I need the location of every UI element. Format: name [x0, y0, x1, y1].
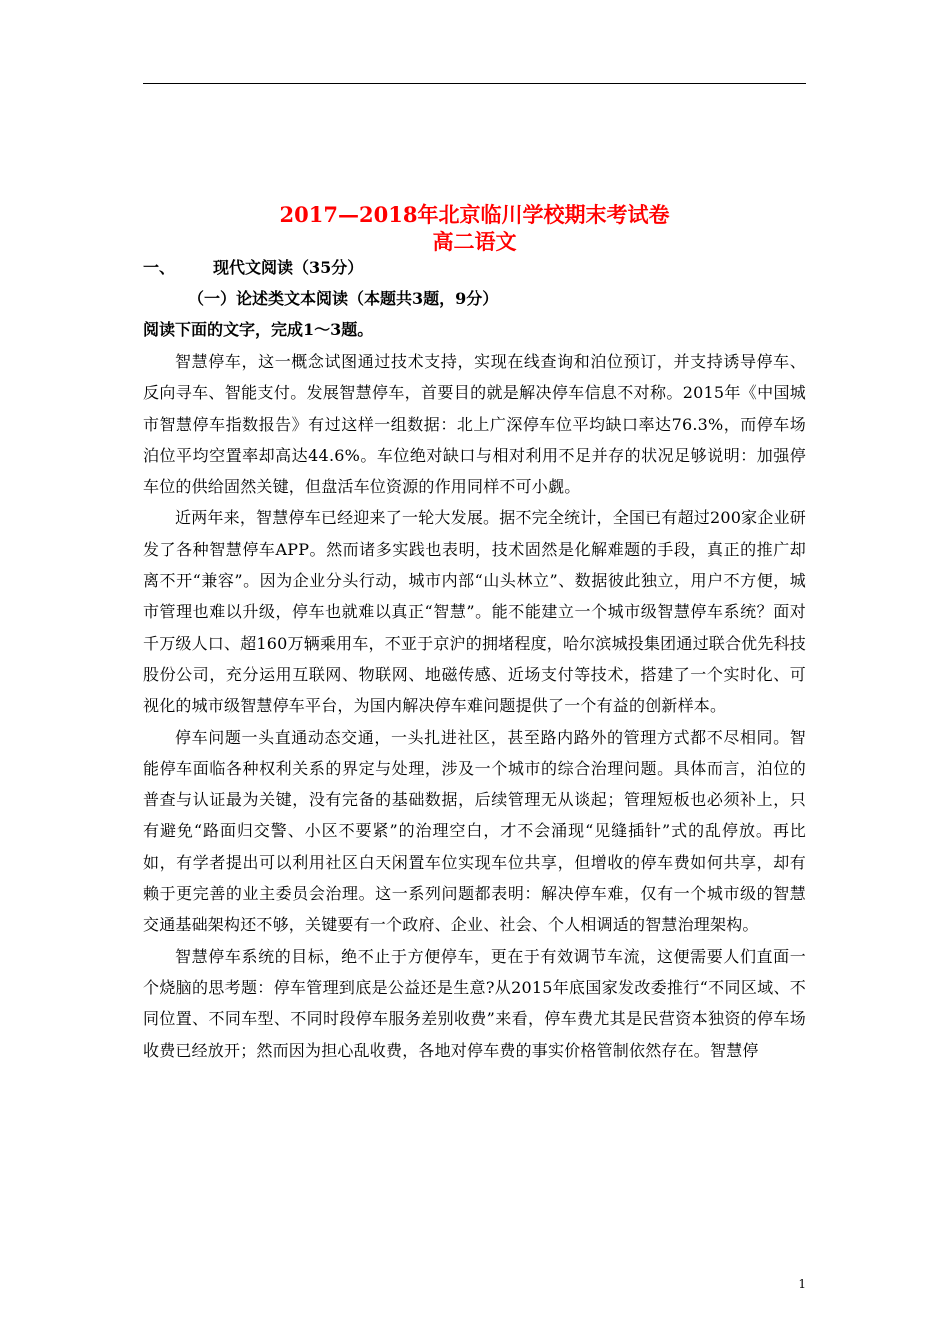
section-title: 现代文阅读（35分） — [213, 258, 364, 277]
section-heading — [143, 255, 363, 278]
header-rule — [143, 83, 806, 84]
subsection-heading: （一）论述类文本阅读（本题共3题，9分） — [188, 289, 499, 308]
page-number: 1 — [798, 1277, 806, 1291]
paragraph-1: 智慧停车，这一概念试图通过技术支持，实现在线查询和泊位预订，并支持诱导停车、反向寻车、智能支付。发展智慧停车，首要目的就是解决停车信息不对称。2015年《中国城市智慧停车指数报告》有过这样一组数据：北上广深停车位平均缺口率达76.3%，而停车场泊位平均空置率却高达44.6%。车位绝对缺口与相对利用不足并存的状况足够说明：加强停车位的供给固然关键，但盘活车位资源的作用同样不可小觑。 — [143, 352, 806, 497]
section-number: 一、 — [143, 258, 176, 277]
reading-instruction: 阅读下面的文字，完成1～3题。 — [143, 320, 374, 339]
exam-subject: 高二语文 — [432, 229, 517, 254]
paragraph-4: 智慧停车系统的目标，绝不止于方便停车，更在于有效调节车流，这便需要人们直面一个烧脑的思考题：停车管理到底是公益还是生意?从2015年底国家发改委推行“不同区域、不同位置、不同车型、不同时段停车服务差别收费”来看，停车费尤其是民营资本独资的停车场收费已经放开；然而因为担心乱收费，各地对停车费的事实价格管制依然存在。智慧停 — [143, 946, 806, 1060]
exam-title: 2017—2018年北京临川学校期末考试卷 — [279, 202, 670, 227]
paragraph-3: 停车问题一头直通动态交通，一头扎进社区，甚至路内路外的管理方式都不尽相同。智能停车面临各种权利关系的界定与处理，涉及一个城市的综合治理问题。具体而言，泊位的普查与认证最为关键，没有完备的基础数据，后续管理无从谈起；管理短板也必须补上，只有避免“路面归交警、小区不要紧”的治理空白，才不会涌现“见缝插针”式的乱停放。再比如，有学者提出可以利用社区白天闲置车位实现车位共享，但增收的停车费如何共享，却有赖于更完善的业主委员会治理。这一系列问题都表明：解决停车难，仅有一个城市级的智慧交通基础架构还不够，关键要有一个政府、企业、社会、个人相调适的智慧治理架构。 — [143, 727, 806, 935]
article-body — [143, 346, 806, 1066]
paragraph-2: 近两年来，智慧停车已经迎来了一轮大发展。据不完全统计，全国已有超过200家企业研发了各种智慧停车APP。然而诸多实践也表明，技术固然是化解难题的手段，真正的推广却离不开“兼容”。因为企业分头行动，城市内部“山头林立”、数据彼此独立，用户不方便，城市管理也难以升级，停车也就难以真正“智慧”。能不能建立一个城市级智慧停车系统？面对千万级人口、超160万辆乘用车，不亚于京沪的拥堵程度，哈尔滨城投集团通过联合优先科技股份公司，充分运用互联网、物联网、地磁传感、近场支付等技术，搭建了一个实时化、可视化的城市级智慧停车平台，为国内解决停车难问题提供了一个有益的创新样本。 — [143, 508, 806, 716]
